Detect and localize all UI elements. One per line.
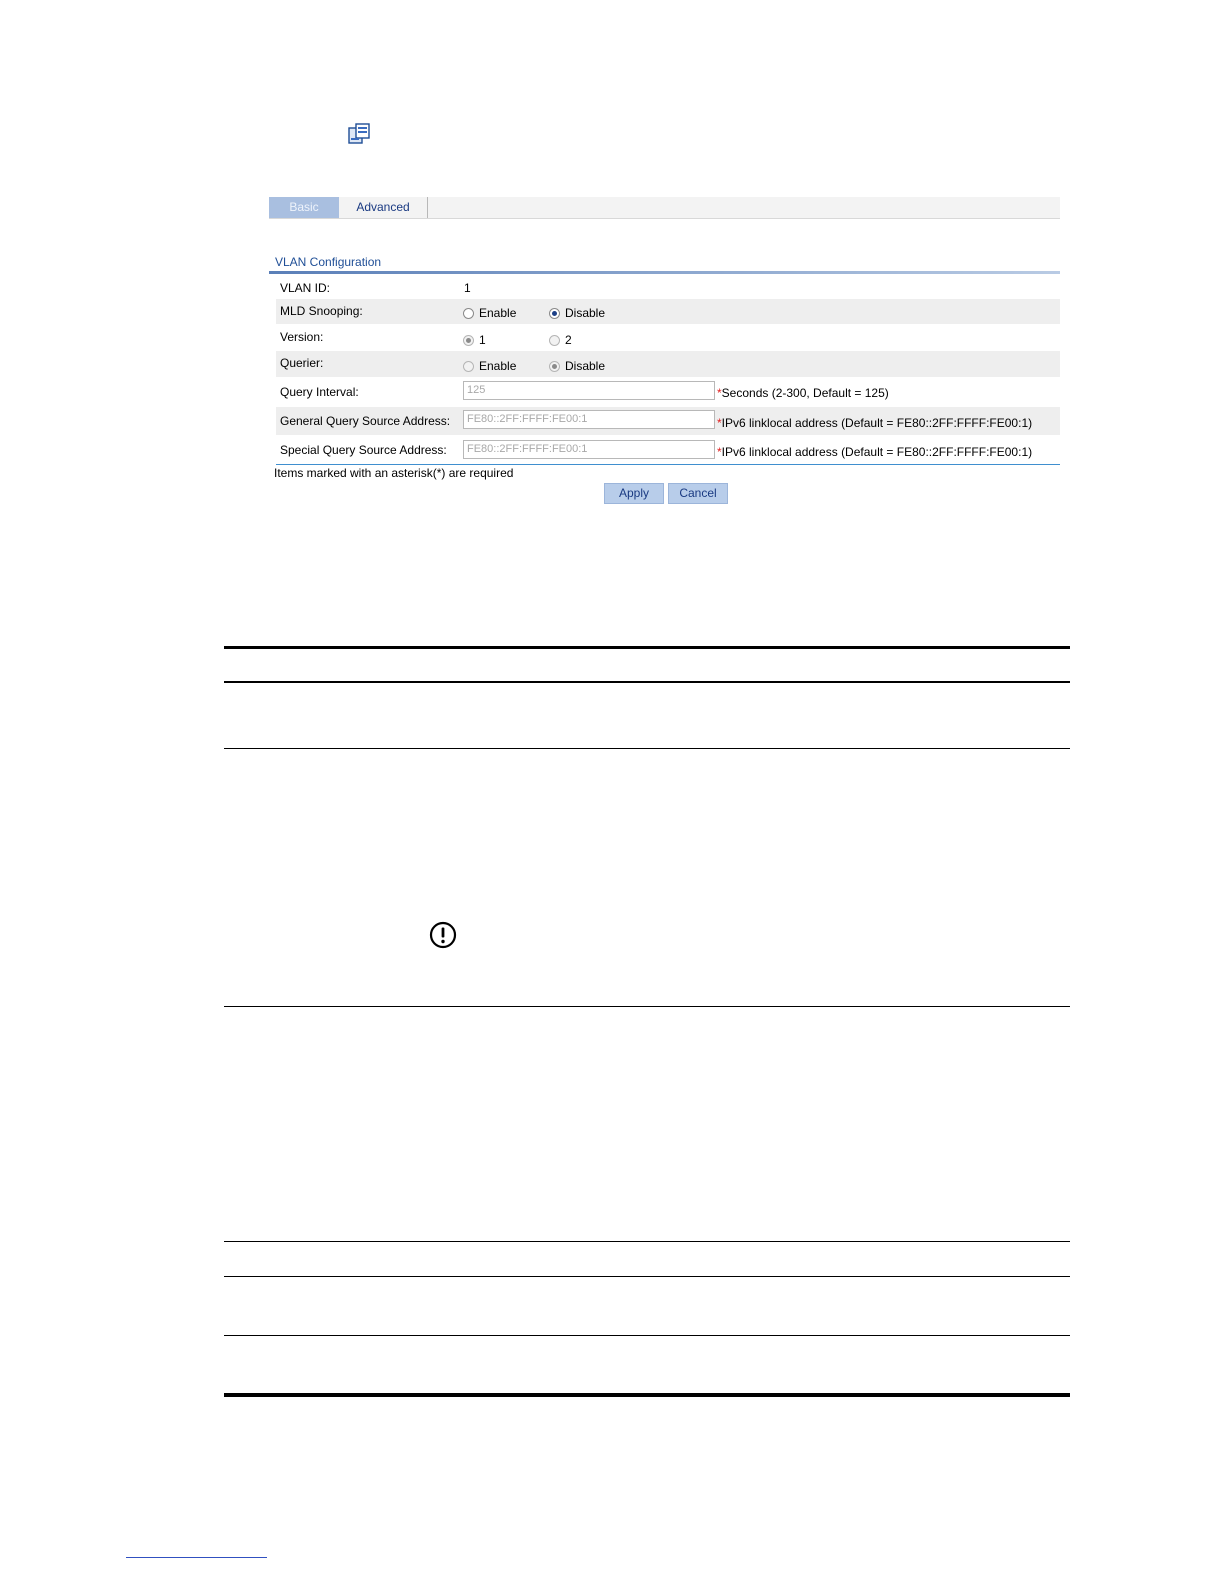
mld-snooping-label: MLD Snooping: bbox=[280, 304, 363, 318]
config-copy-icon[interactable] bbox=[347, 122, 373, 146]
query-interval-input[interactable]: 125 bbox=[463, 381, 715, 400]
vlan-id-value: 1 bbox=[464, 281, 471, 295]
radio-off-icon bbox=[463, 308, 474, 319]
required-asterisk: * bbox=[717, 445, 722, 459]
querier-disable-label: Disable bbox=[565, 359, 606, 373]
mld-snooping-enable-label: Enable bbox=[479, 306, 517, 320]
general-query-source-input[interactable]: FE80::2FF:FFFF:FE00:1 bbox=[463, 410, 715, 429]
exclamation-circle-icon bbox=[429, 921, 457, 949]
footer-link-underline bbox=[126, 1557, 267, 1558]
required-note: Items marked with an asterisk(*) are required bbox=[274, 466, 514, 480]
radio-on-disabled-icon bbox=[463, 335, 474, 346]
radio-on-icon bbox=[549, 308, 560, 319]
table-row-rule bbox=[224, 1241, 1070, 1242]
version-1-label: 1 bbox=[479, 333, 486, 347]
mld-snooping-disable-label: Disable bbox=[565, 306, 606, 320]
special-query-source-hint bbox=[717, 445, 1032, 459]
special-query-source-input[interactable]: FE80::2FF:FFFF:FE00:1 bbox=[463, 440, 715, 459]
special-query-source-row bbox=[276, 436, 1060, 464]
table-row-rule bbox=[224, 1335, 1070, 1336]
version-label: Version: bbox=[280, 330, 324, 344]
vlan-id-label: VLAN ID: bbox=[280, 281, 331, 295]
mld-snooping-enable-radio[interactable] bbox=[463, 306, 516, 320]
table-bottom-rule bbox=[224, 1393, 1070, 1397]
general-query-source-hint bbox=[717, 416, 1032, 430]
table-top-rule bbox=[224, 646, 1070, 649]
version-row bbox=[276, 325, 1060, 350]
general-query-source-row bbox=[276, 407, 1060, 435]
apply-button[interactable]: Apply bbox=[604, 483, 664, 504]
mld-snooping-disable-radio[interactable] bbox=[549, 306, 605, 320]
query-interval-row bbox=[276, 378, 1060, 406]
general-query-source-hint-text: IPv6 linklocal address (Default = FE80::2FF:FFFF:FE00:1) bbox=[721, 416, 1033, 430]
vlan-id-row bbox=[276, 278, 1060, 298]
tab-basic[interactable]: Basic bbox=[269, 197, 339, 218]
general-query-source-label: General Query Source Address: bbox=[280, 414, 451, 428]
special-query-source-hint-text: IPv6 linklocal address (Default = FE80::2FF:FFFF:FE00:1) bbox=[721, 445, 1033, 459]
radio-on-disabled-icon bbox=[549, 361, 560, 372]
querier-disable-radio[interactable] bbox=[549, 359, 605, 373]
querier-label: Querier: bbox=[280, 356, 324, 370]
tab-advanced[interactable]: Advanced bbox=[339, 197, 428, 218]
query-interval-hint bbox=[717, 386, 889, 400]
table-header-rule bbox=[224, 681, 1070, 683]
required-asterisk: * bbox=[717, 386, 722, 400]
section-divider bbox=[269, 271, 1060, 274]
form-bottom-divider bbox=[276, 464, 1060, 465]
version-2-label: 2 bbox=[565, 333, 572, 347]
section-title: VLAN Configuration bbox=[275, 255, 382, 269]
cancel-button[interactable]: Cancel bbox=[668, 483, 728, 504]
querier-row bbox=[276, 351, 1060, 377]
querier-enable-radio[interactable] bbox=[463, 359, 516, 373]
table-row-rule bbox=[224, 1006, 1070, 1007]
table-row-rule bbox=[224, 748, 1070, 749]
special-query-source-label: Special Query Source Address: bbox=[280, 443, 447, 457]
querier-enable-label: Enable bbox=[479, 359, 517, 373]
radio-off-disabled-icon bbox=[549, 335, 560, 346]
table-row-rule bbox=[224, 1276, 1070, 1277]
required-asterisk: * bbox=[717, 416, 722, 430]
radio-off-disabled-icon bbox=[463, 361, 474, 372]
version-1-radio[interactable] bbox=[463, 333, 486, 347]
query-interval-hint-text: Seconds (2-300, Default = 125) bbox=[721, 386, 889, 400]
mld-snooping-row bbox=[276, 299, 1060, 324]
version-2-radio[interactable] bbox=[549, 333, 572, 347]
tab-bar bbox=[269, 197, 1060, 219]
query-interval-label: Query Interval: bbox=[280, 385, 359, 399]
